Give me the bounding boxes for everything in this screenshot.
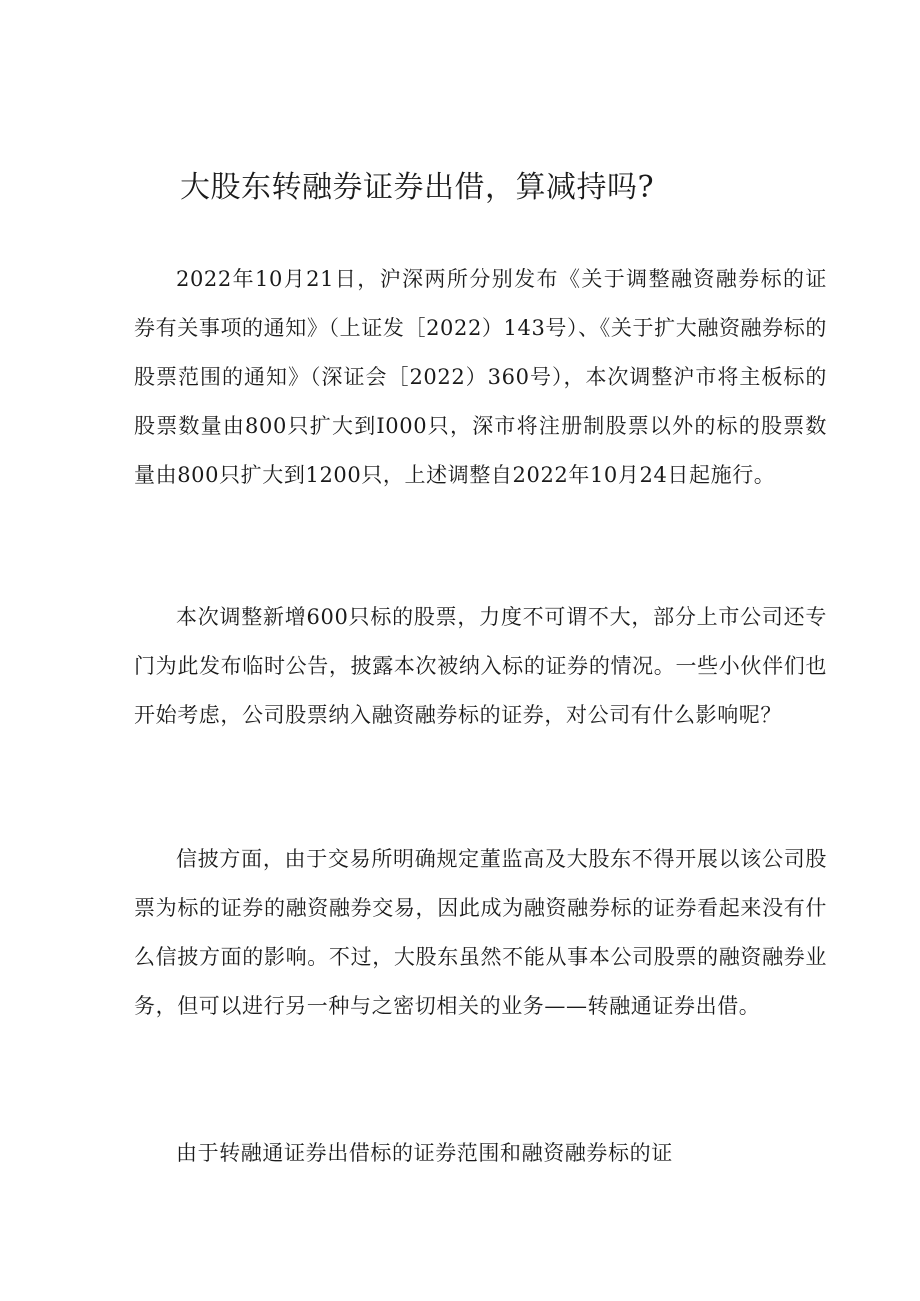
- paragraph-3: 信披方面，由于交易所明确规定董监高及大股东不得开展以该公司股票为标的证券的融资融券交易，因此成为融资融券标的证券看起来没有什么信披方面的影响。不过，大股东虽然不能从事本公司股票的融资融券业务，但可以进行另一种与之密切相关的业务——转融通证券出借。: [134, 847, 827, 1018]
- paragraph-4: 由于转融通证券出借标的证券范围和融资融券标的证: [176, 1141, 673, 1165]
- document-title: 大股东转融券证券出借，算减持吗?: [180, 170, 655, 205]
- paragraph-1: 2022年10月21日，沪深两所分别发布《关于调整融资融券标的证券有关事项的通知》（上证发［2022）143号）、《关于扩大融资融券标的股票范围的通知》（深证会［2022）360号），本次调整沪市将主板标的股票数量由800只扩大到I000只，深市将注册制股票以外的标的股票数量由800只扩大到1200只，上述调整自2022年10月24日起施行。: [134, 267, 827, 487]
- paragraph-2: 本次调整新增600只标的股票，力度不可谓不大，部分上市公司还专门为此发布临时公告，披露本次被纳入标的证券的情况。一些小伙伴们也开始考虑，公司股票纳入融资融券标的证券，对公司有什么影响呢？: [134, 605, 827, 727]
